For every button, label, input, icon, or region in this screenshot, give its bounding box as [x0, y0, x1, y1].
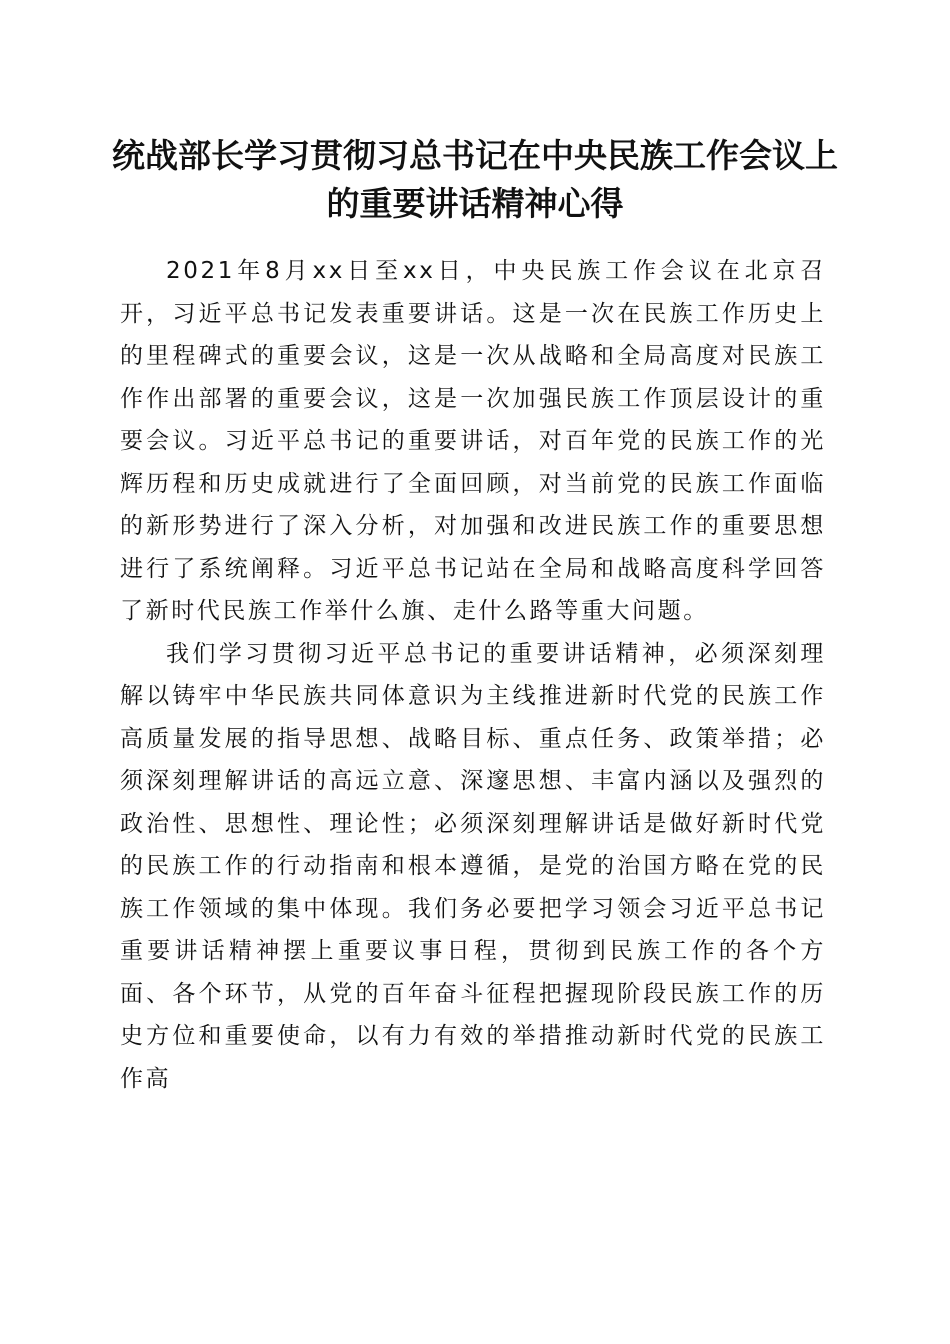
document-body	[120, 250, 826, 1100]
paragraph-2: 我们学习贯彻习近平总书记的重要讲话精神，必须深刻理解以铸牢中华民族共同体意识为主线推进新时代党的民族工作高质量发展的指导思想、战略目标、重点任务、政策举措；必须深刻理解讲话的高远立意、深邃思想、丰富内涵以及强烈的政治性、思想性、理论性；必须深刻理解讲话是做好新时代党的民族工作的行动指南和根本遵循，是党的治国方略在党的民族工作领域的集中体现。我们务必要把学习领会习近平总书记重要讲话精神摆上重要议事日程，贯彻到民族工作的各个方面、各个环节，从党的百年奋斗征程把握现阶段民族工作的历史方位和重要使命，以有力有效的举措推动新时代党的民族工作高	[120, 640, 826, 1092]
document-title: 统战部长学习贯彻习总书记在中央民族工作会议上的重要讲话精神心得	[112, 136, 838, 223]
paragraph-1: 2021年8月xx日至xx日，中央民族工作会议在北京召开，习近平总书记发表重要讲话。这是一次在民族工作历史上的里程碑式的重要会议，这是一次从战略和全局高度对民族工作作出部署的重要会议，这是一次加强民族工作顶层设计的重要会议。习近平总书记的重要讲话，对百年党的民族工作的光辉历程和历史成就进行了全面回顾，对当前党的民族工作面临的新形势进行了深入分析，对加强和改进民族工作的重要思想进行了系统阐释。习近平总书记站在全局和战略高度科学回答了新时代民族工作举什么旗、走什么路等重大问题。	[120, 258, 826, 624]
